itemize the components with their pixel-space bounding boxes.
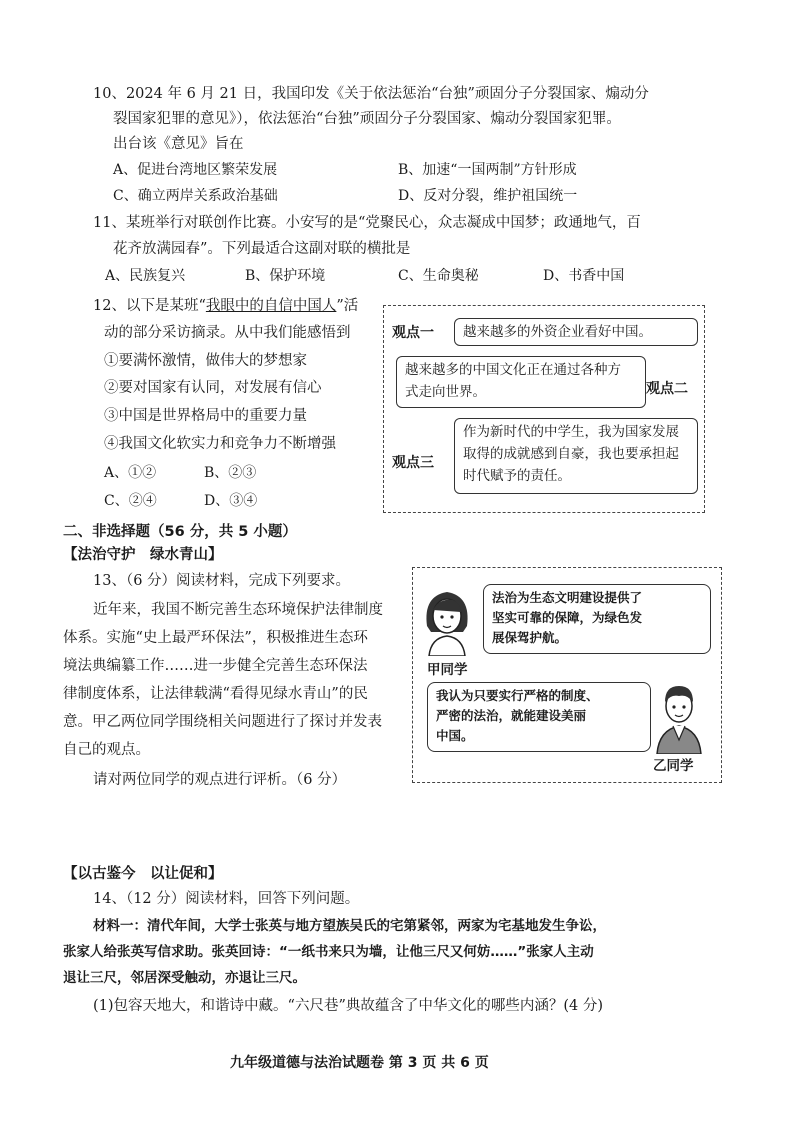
q14-material-line-3: 退让三尺，邻居深受触动，亦退让三尺。 [63, 970, 306, 986]
student-b-avatar-icon [651, 678, 707, 754]
q12-activity-title: 我眼中的自信中国人 [205, 298, 337, 314]
viewpoint-1-text: 越来越多的外资企业看好中国。 [463, 324, 652, 340]
viewpoint-1-label: 观点一 [392, 325, 434, 341]
section-heading-1: 【法治守护 绿水青山】 [63, 547, 223, 563]
viewpoint-2-text-a: 越来越多的中国文化正在通过各种方 [405, 362, 621, 378]
q13-line1: 13、（6 分）阅读材料，完成下列要求。 [93, 573, 351, 589]
q12-line1-post: ”活 [336, 298, 359, 314]
student-b-line-1: 我认为只要实行严格的制度、 [436, 688, 599, 703]
q10-option-a: A、促进台湾地区繁荣发展 [113, 162, 278, 178]
q12-statement-4: ④我国文化软实力和竞争力不断增强 [104, 436, 336, 452]
q10-option-b: B、加速“一国两制”方针形成 [398, 162, 577, 178]
viewpoint-2-text-b: 式走向世界。 [405, 384, 486, 400]
viewpoint-2-label: 观点二 [646, 381, 688, 397]
q14-material-line-1: 材料一：清代年间，大学士张英与地方望族吴氏的宅第紧邻，两家为宅基地发生争讼， [93, 918, 606, 934]
viewpoint-3-bubble [454, 418, 698, 494]
student-b-speech-bubble [427, 682, 651, 752]
q12-line1-pre: 12、以下是某班“ [93, 298, 206, 314]
viewpoint-2-bubble [396, 356, 646, 408]
student-b-name: 乙同学 [653, 758, 694, 774]
q11-option-b: B、保护环境 [245, 268, 326, 284]
q13-task: 请对两位同学的观点进行评析。（6 分） [93, 772, 347, 788]
q13-para-3: 境法典编纂工作……进一步健全完善生态环保法 [63, 658, 368, 674]
q12-statement-1: ①要满怀激情，做伟大的梦想家 [104, 353, 307, 369]
q12-statement-3: ③中国是世界格局中的重要力量 [104, 408, 307, 424]
q11-option-c: C、生命奥秘 [398, 268, 479, 284]
q13-para-4: 律制度体系，让法律载满“看得见绿水青山”的民 [63, 686, 368, 702]
q14-sub-question-1: (1)包容天地大，和谐诗中藏。“六尺巷”典故蕴含了中华文化的哪些内涵？(4 分) [93, 998, 604, 1014]
q11-option-d: D、书香中国 [543, 268, 625, 284]
student-b-line-3: 中国。 [436, 728, 474, 743]
viewpoint-3-text-a: 作为新时代的中学生，我为国家发展 [463, 424, 679, 440]
q12-line1 [93, 296, 358, 316]
q12-line2: 动的部分采访摘录。从中我们能感悟到 [104, 325, 351, 341]
q10-line1: 10、2024 年 6 月 21 日，我国印发《关于依法惩治“台独”顽固分子分裂国家、煽动分 [93, 86, 649, 102]
q12-option-c: C、②④ [104, 493, 157, 509]
q12-option-a: A、①② [104, 465, 157, 481]
q13-para-6: 自己的观点。 [63, 742, 150, 758]
q12-viewpoint-box [383, 305, 705, 513]
student-b-line-2: 严密的法治，就能建设美丽 [436, 708, 587, 723]
q12-statement-2: ②要对国家有认同，对发展有信心 [104, 380, 322, 396]
viewpoint-3-text-b: 取得的成就感到自豪，我也要承担起 [463, 446, 679, 462]
student-a-line-1: 法治为生态文明建设提供了 [492, 590, 643, 605]
q12-option-b: B、②③ [204, 465, 257, 481]
student-a-name: 甲同学 [427, 662, 468, 678]
q11-option-a: A、民族复兴 [105, 268, 186, 284]
q13-para-5: 意。甲乙两位同学围绕相关问题进行了探讨并发表 [63, 714, 382, 730]
part2-heading: 二、非选择题（56 分，共 5 小题） [63, 524, 297, 540]
q14-material-line-2: 张家人给张英写信求助。张英回诗：“一纸书来只为墙，让他三尺又何妨……”张家人主动 [63, 944, 594, 960]
q10-option-d: D、反对分裂，维护祖国统一 [398, 188, 578, 204]
q13-para-2: 体系。实施“史上最严环保法”，积极推进生态环 [63, 630, 368, 646]
page-footer: 九年级道德与法治试题卷 第 3 页 共 6 页 [230, 1055, 489, 1071]
student-a-line-3: 展保驾护航。 [492, 630, 568, 645]
q10-option-c: C、确立两岸关系政治基础 [113, 188, 278, 204]
viewpoint-3-label: 观点三 [392, 455, 434, 471]
viewpoint-3-text-c: 时代赋予的责任。 [463, 468, 571, 484]
student-a-avatar-icon [419, 586, 475, 656]
student-a-line-2: 坚实可靠的保障，为绿色发 [492, 610, 643, 625]
q13-para-1: 近年来，我国不断完善生态环境保护法律制度 [93, 602, 383, 618]
section-heading-2: 【以古鉴今 以让促和】 [63, 866, 223, 882]
q10-line2: 裂国家犯罪的意见》），依法惩治“台独”顽固分子分裂国家、煽动分裂国家犯罪。 [113, 111, 621, 127]
student-a-speech-bubble [483, 584, 711, 654]
q10-line3: 出台该《意见》旨在 [113, 136, 244, 152]
q14-line1: 14、（12 分）阅读材料，回答下列问题。 [93, 891, 360, 907]
viewpoint-1-bubble [454, 318, 698, 346]
q13-dialogue-box [412, 567, 722, 783]
q11-line2: 花齐放满园春”。下列最适合这副对联的横批是 [113, 241, 411, 257]
q11-line1: 11、某班举行对联创作比赛。小安写的是“党聚民心，众志凝成中国梦；政通地气，百 [93, 215, 641, 231]
q12-option-d: D、③④ [204, 493, 258, 509]
